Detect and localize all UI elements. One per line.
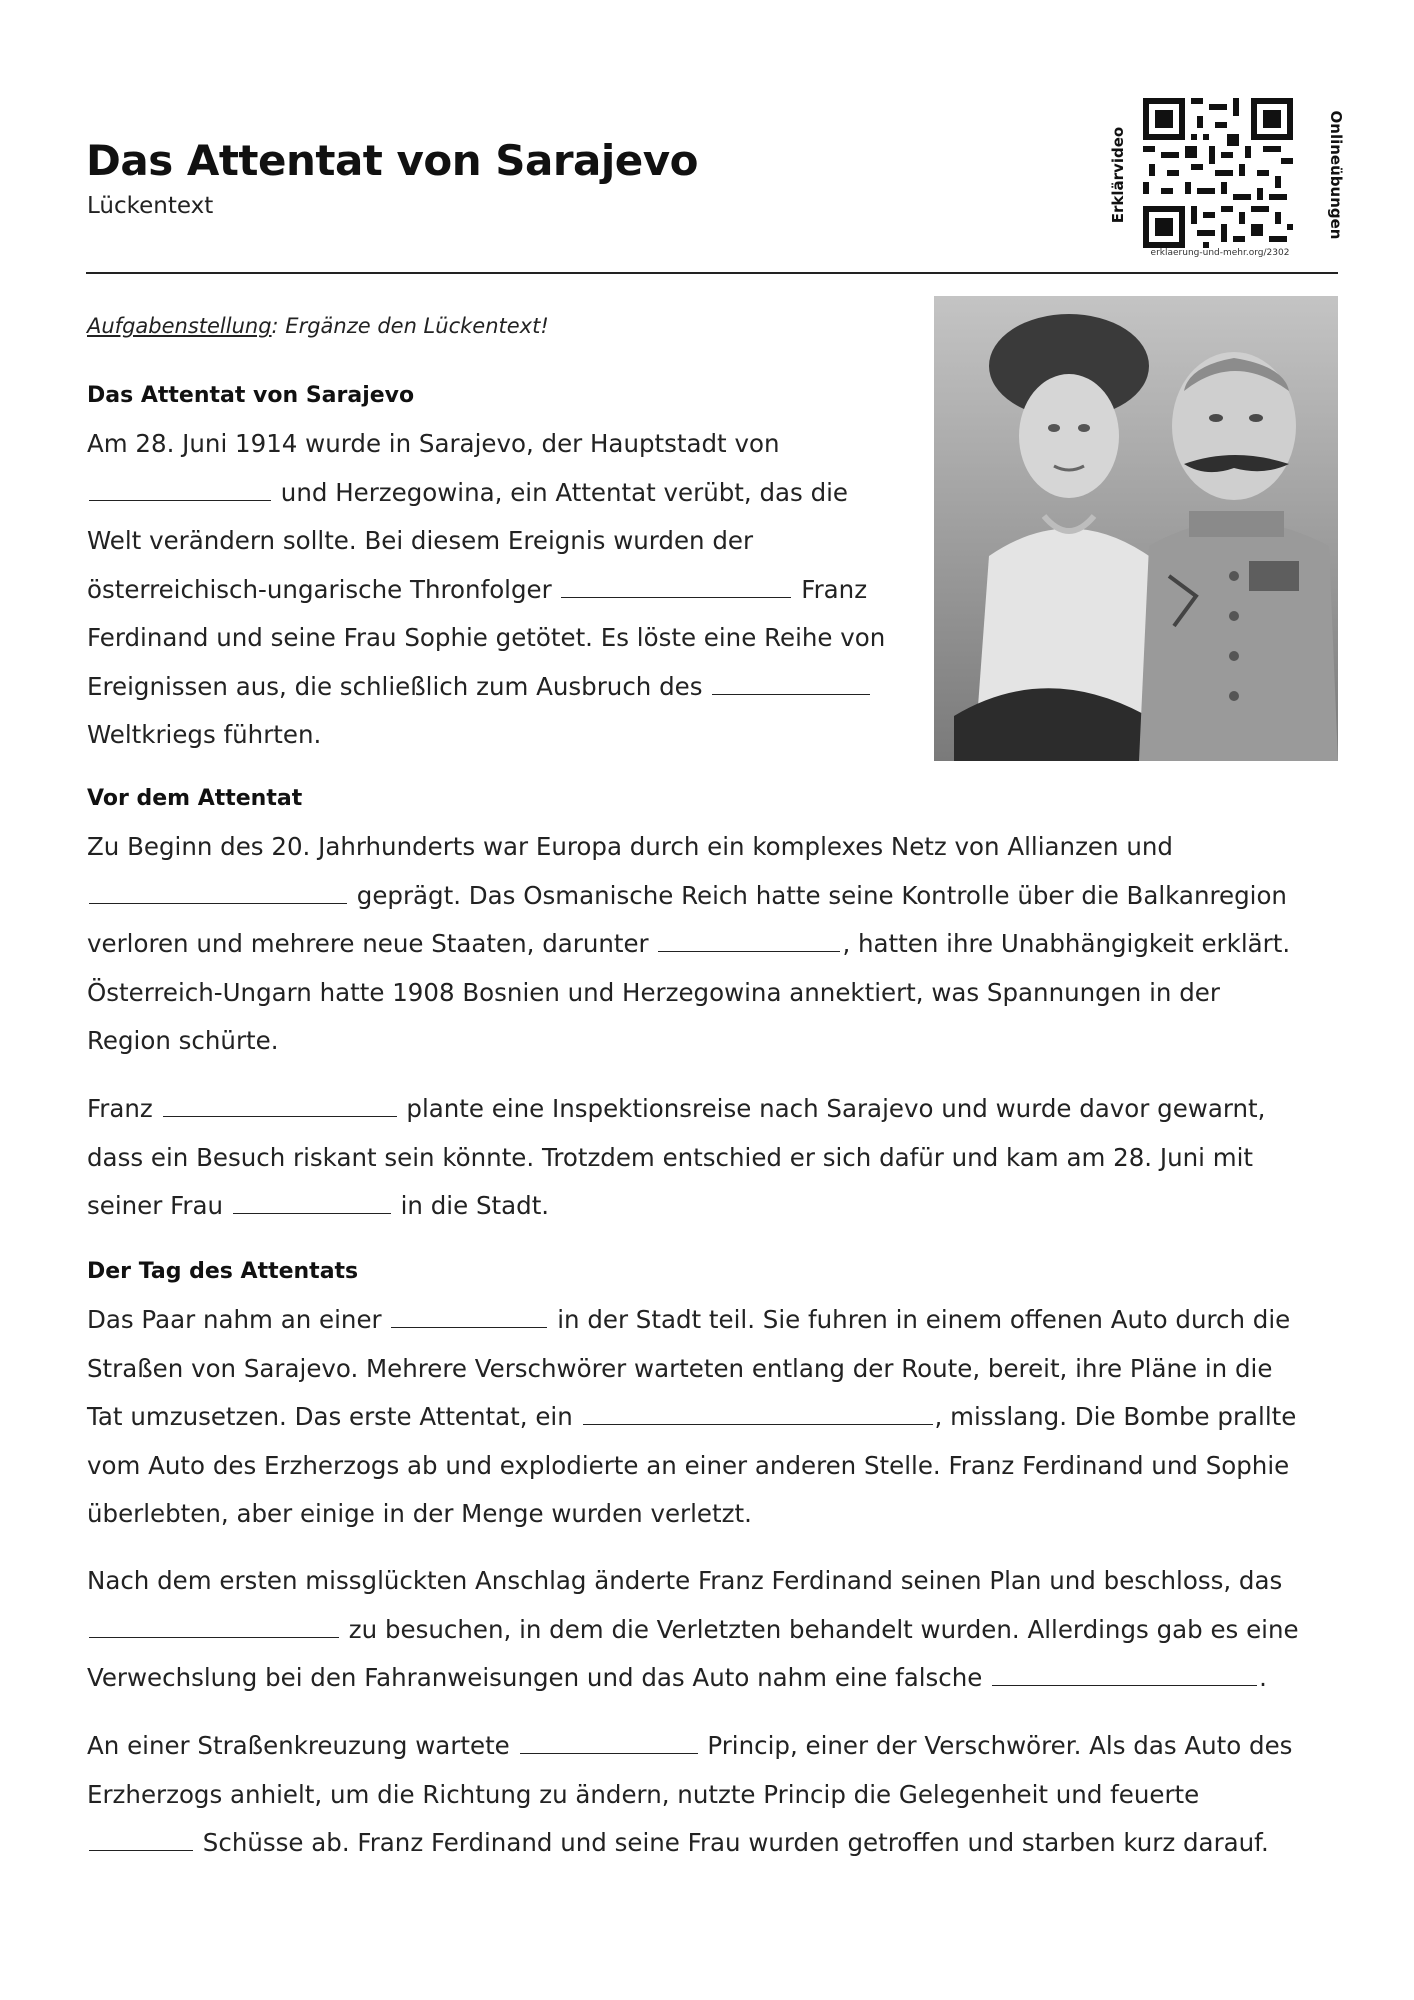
text-line xyxy=(87,663,885,712)
portrait-photo xyxy=(934,296,1338,761)
paragraph-before-2 xyxy=(87,1085,1265,1231)
text-line xyxy=(87,1654,1299,1703)
text-fragment: , misslang. Die Bombe prallte xyxy=(934,1402,1297,1431)
text-line xyxy=(87,1819,1292,1868)
text-fragment: Verwechslung bei den Fahranweisungen und das Auto nahm eine falsche xyxy=(87,1663,983,1692)
paragraph-day-1 xyxy=(87,1296,1296,1539)
text-line: Welt verändern sollte. Bei diesem Ereignis wurden der xyxy=(87,526,754,555)
qr-code-icon[interactable] xyxy=(1143,98,1293,248)
text-line xyxy=(87,469,885,518)
text-fragment: Ereignissen aus, die schließlich zum Ausbruch des xyxy=(87,671,703,701)
text-line: Region schürte. xyxy=(87,1026,279,1055)
text-line: Weltkriegs führten. xyxy=(87,720,322,749)
qr-exercises-label: Onlineübungen xyxy=(1327,110,1345,240)
text-fragment: in der Stadt teil. Sie fuhren in einem offenen Auto durch die xyxy=(557,1305,1291,1334)
gap-blank[interactable] xyxy=(89,1828,193,1851)
gap-blank[interactable] xyxy=(992,1663,1257,1686)
heading-intro: Das Attentat von Sarajevo xyxy=(87,383,415,408)
text-fragment: An einer Straßenkreuzung wartete xyxy=(87,1731,510,1760)
portrait-illustration xyxy=(934,296,1338,761)
text-fragment: in die Stadt. xyxy=(400,1191,550,1220)
text-line: Erzherzogs anhielt, um die Richtung zu ändern, nutzte Princip die Gelegenheit und feuerte xyxy=(87,1779,1200,1809)
text-fragment: plante eine Inspektionsreise nach Sarajevo und wurde davor gewarnt, xyxy=(406,1094,1266,1123)
gap-blank[interactable] xyxy=(658,929,840,952)
paragraph-intro xyxy=(87,420,885,760)
text-line: überlebten, aber einige in der Menge wurden verletzt. xyxy=(87,1499,752,1528)
gap-blank[interactable] xyxy=(712,672,870,695)
text-line: Zu Beginn des 20. Jahrhunderts war Europa durch ein komplexes Netz von Allianzen und xyxy=(87,832,1173,861)
page-subtitle: Lückentext xyxy=(87,193,214,219)
text-line: Straßen von Sarajevo. Mehrere Verschwörer warteten entlang der Route, bereit, ihre Pläne in die xyxy=(87,1353,1273,1383)
gap-blank[interactable] xyxy=(163,1094,397,1117)
text-fragment: Tat umzusetzen. Das erste Attentat, ein xyxy=(87,1402,573,1431)
text-line xyxy=(87,1085,1265,1134)
gap-blank[interactable] xyxy=(89,881,347,904)
heading-before: Vor dem Attentat xyxy=(87,786,303,811)
text-fragment: , hatten ihre Unabhängigkeit erklärt. xyxy=(842,929,1291,958)
qr-url: erklaerung-und-mehr.org/2302 xyxy=(1150,248,1290,258)
text-fragment: Schüsse ab. Franz Ferdinand und seine Frau wurden getroffen und starben kurz darauf. xyxy=(202,1828,1269,1857)
paragraph-day-2 xyxy=(87,1557,1299,1703)
gap-blank[interactable] xyxy=(391,1305,547,1328)
text-line xyxy=(87,920,1290,969)
text-fragment: verloren und mehrere neue Staaten, darunter xyxy=(87,929,649,958)
text-fragment: . xyxy=(1259,1663,1267,1692)
task-text: : Ergänze den Lückentext! xyxy=(271,314,549,338)
text-line: Österreich-Ungarn hatte 1908 Bosnien und Herzegowina annektiert, was Spannungen in der xyxy=(87,977,1220,1007)
task-instruction xyxy=(87,314,549,338)
text-fragment: österreichisch-ungarische Thronfolger xyxy=(87,574,552,604)
gap-blank[interactable] xyxy=(561,575,791,598)
header-divider xyxy=(86,272,1338,274)
text-fragment: Franz xyxy=(801,574,868,604)
text-line xyxy=(87,566,885,615)
text-line: dass ein Besuch riskant sein könnte. Trotzdem entschied er sich dafür und kam am 28. Juni mit xyxy=(87,1142,1254,1172)
text-line xyxy=(87,872,1290,921)
gap-blank[interactable] xyxy=(89,1615,339,1638)
text-fragment: Franz xyxy=(87,1094,153,1123)
text-fragment: Princip, einer der Verschwörer. Als das Auto des xyxy=(707,1731,1293,1760)
text-fragment: zu besuchen, in dem die Verletzten behandelt wurden. Allerdings gab es eine xyxy=(348,1614,1299,1644)
text-line xyxy=(87,1182,1265,1231)
text-fragment: seiner Frau xyxy=(87,1191,224,1220)
task-label: Aufgabenstellung xyxy=(87,314,272,338)
text-line xyxy=(87,1296,1296,1345)
gap-blank[interactable] xyxy=(89,478,271,501)
text-line: Nach dem ersten missglückten Anschlag änderte Franz Ferdinand seinen Plan und beschloss, das xyxy=(87,1566,1283,1595)
text-line: Am 28. Juni 1914 wurde in Sarajevo, der Hauptstadt von xyxy=(87,429,780,458)
page-title: Das Attentat von Sarajevo xyxy=(86,136,699,185)
text-line xyxy=(87,1722,1292,1771)
text-line: Ferdinand und seine Frau Sophie getötet. Es löste eine Reihe von xyxy=(87,623,886,652)
text-line: vom Auto des Erzherzogs ab und explodierte an einer anderen Stelle. Franz Ferdinand und Sophie xyxy=(87,1450,1290,1480)
text-line xyxy=(87,1393,1296,1442)
gap-blank[interactable] xyxy=(583,1402,933,1425)
paragraph-day-3 xyxy=(87,1722,1292,1868)
text-fragment: geprägt. Das Osmanische Reich hatte seine Kontrolle über die Balkanregion xyxy=(356,880,1287,910)
qr-block xyxy=(1100,90,1345,265)
text-fragment: und Herzegowina, ein Attentat verübt, das die xyxy=(280,477,849,507)
qr-video-label: Erklärvideo xyxy=(1109,126,1127,224)
gap-blank[interactable] xyxy=(520,1731,698,1754)
text-fragment: Das Paar nahm an einer xyxy=(87,1305,382,1334)
gap-blank[interactable] xyxy=(233,1191,391,1214)
paragraph-before-1 xyxy=(87,823,1290,1066)
text-line xyxy=(87,1606,1299,1655)
heading-day: Der Tag des Attentats xyxy=(87,1259,359,1284)
